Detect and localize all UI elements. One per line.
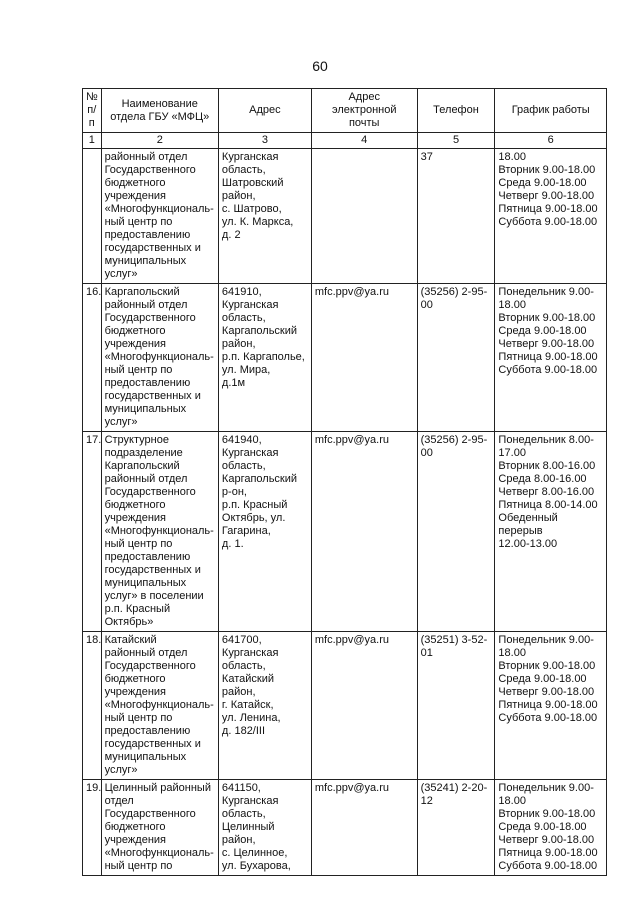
header-phone: Телефон	[417, 89, 495, 133]
column-number: 1	[83, 133, 102, 149]
office-name: Каргапольский районный отдел Государственного бюджетного учреждения «Многофункциональ- ный центр по предоставлению государственных и муниципальных услуг»	[101, 284, 218, 432]
mfc-offices-table	[82, 88, 607, 876]
row-number: 17.	[83, 432, 102, 632]
office-name: Целинный районный отдел Государственного бюджетного учреждения «Многофункциональ- ный центр по	[101, 780, 218, 876]
office-email: mfc.ppv@ya.ru	[311, 284, 417, 432]
row-number: 16.	[83, 284, 102, 432]
office-address: 641700, Курганская область, Катайский район, г. Катайск, ул. Ленина, д. 182/III	[218, 632, 311, 780]
column-number: 4	[311, 133, 417, 149]
office-schedule: Понедельник 9.00- 18.00 Вторник 9.00-18.00 Среда 9.00-18.00 Четверг 9.00-18.00 Пятница 9.00-18.00 Суббота 9.00-18.00	[495, 780, 607, 876]
office-schedule: 18.00 Вторник 9.00-18.00 Среда 9.00-18.00 Четверг 9.00-18.00 Пятница 9.00-18.00 Суббота 9.00-18.00	[495, 149, 607, 284]
office-address: 641910, Курганская область, Каргапольский район, р.п. Каргаполье, ул. Мира, д.1м	[218, 284, 311, 432]
table-row	[83, 432, 607, 632]
column-number: 2	[101, 133, 218, 149]
office-schedule: Понедельник 9.00- 18.00 Вторник 9.00-18.00 Среда 9.00-18.00 Четверг 9.00-18.00 Пятница 9.00-18.00 Суббота 9.00-18.00	[495, 284, 607, 432]
column-number-row	[83, 133, 607, 149]
table-row	[83, 284, 607, 432]
office-phone: (35251) 3-52- 01	[417, 632, 495, 780]
office-phone: (35256) 2-95- 00	[417, 432, 495, 632]
office-email: mfc.ppv@ya.ru	[311, 432, 417, 632]
office-schedule: Понедельник 8.00- 17.00 Вторник 8.00-16.00 Среда 8.00-16.00 Четверг 8.00-16.00 Пятница 8.00-14.00 Обеденный перерыв 12.00-13.00	[495, 432, 607, 632]
office-phone: (35241) 2-20- 12	[417, 780, 495, 876]
office-schedule: Понедельник 9.00- 18.00 Вторник 9.00-18.00 Среда 9.00-18.00 Четверг 9.00-18.00 Пятница 9.00-18.00 Суббота 9.00-18.00	[495, 632, 607, 780]
header-row	[83, 89, 607, 133]
table-row	[83, 632, 607, 780]
office-name: Структурное подразделение Каргапольский районный отдел Государственного бюджетного учреждения «Многофункциональ- ный центр по предоставлению государственных и муниципальных услуг» в поселении р.п. Красный Октябрь»	[101, 432, 218, 632]
header-address: Адрес	[218, 89, 311, 133]
header-email: Адрес электронной почты	[311, 89, 417, 133]
header-name: Наименование отдела ГБУ «МФЦ»	[101, 89, 218, 133]
row-number: 19.	[83, 780, 102, 876]
table-row	[83, 780, 607, 876]
office-name: районный отдел Государственного бюджетного учреждения «Многофункциональ- ный центр по предоставлению государственных и муниципальных услуг»	[101, 149, 218, 284]
table-row	[83, 149, 607, 284]
column-number: 5	[417, 133, 495, 149]
column-number: 6	[495, 133, 607, 149]
office-address: 641940, Курганская область, Каргапольский р-он, р.п. Красный Октябрь, ул. Гагарина, д. 1.	[218, 432, 311, 632]
column-number: 3	[218, 133, 311, 149]
office-email: mfc.ppv@ya.ru	[311, 632, 417, 780]
header-schedule: График работы	[495, 89, 607, 133]
row-number: 18.	[83, 632, 102, 780]
office-email	[311, 149, 417, 284]
office-phone: (35256) 2-95- 00	[417, 284, 495, 432]
office-name: Катайский районный отдел Государственного бюджетного учреждения «Многофункциональ- ный центр по предоставлению государственных и муниципальных услуг»	[101, 632, 218, 780]
page-number: 60	[312, 58, 328, 74]
office-address: Курганская область, Шатровский район, с. Шатрово, ул. К. Маркса, д. 2	[218, 149, 311, 284]
office-phone: 37	[417, 149, 495, 284]
office-email: mfc.ppv@ya.ru	[311, 780, 417, 876]
office-address: 641150, Курганская область, Целинный район, с. Целинное, ул. Бухарова,	[218, 780, 311, 876]
row-number	[83, 149, 102, 284]
header-number: № п/п	[83, 89, 102, 133]
